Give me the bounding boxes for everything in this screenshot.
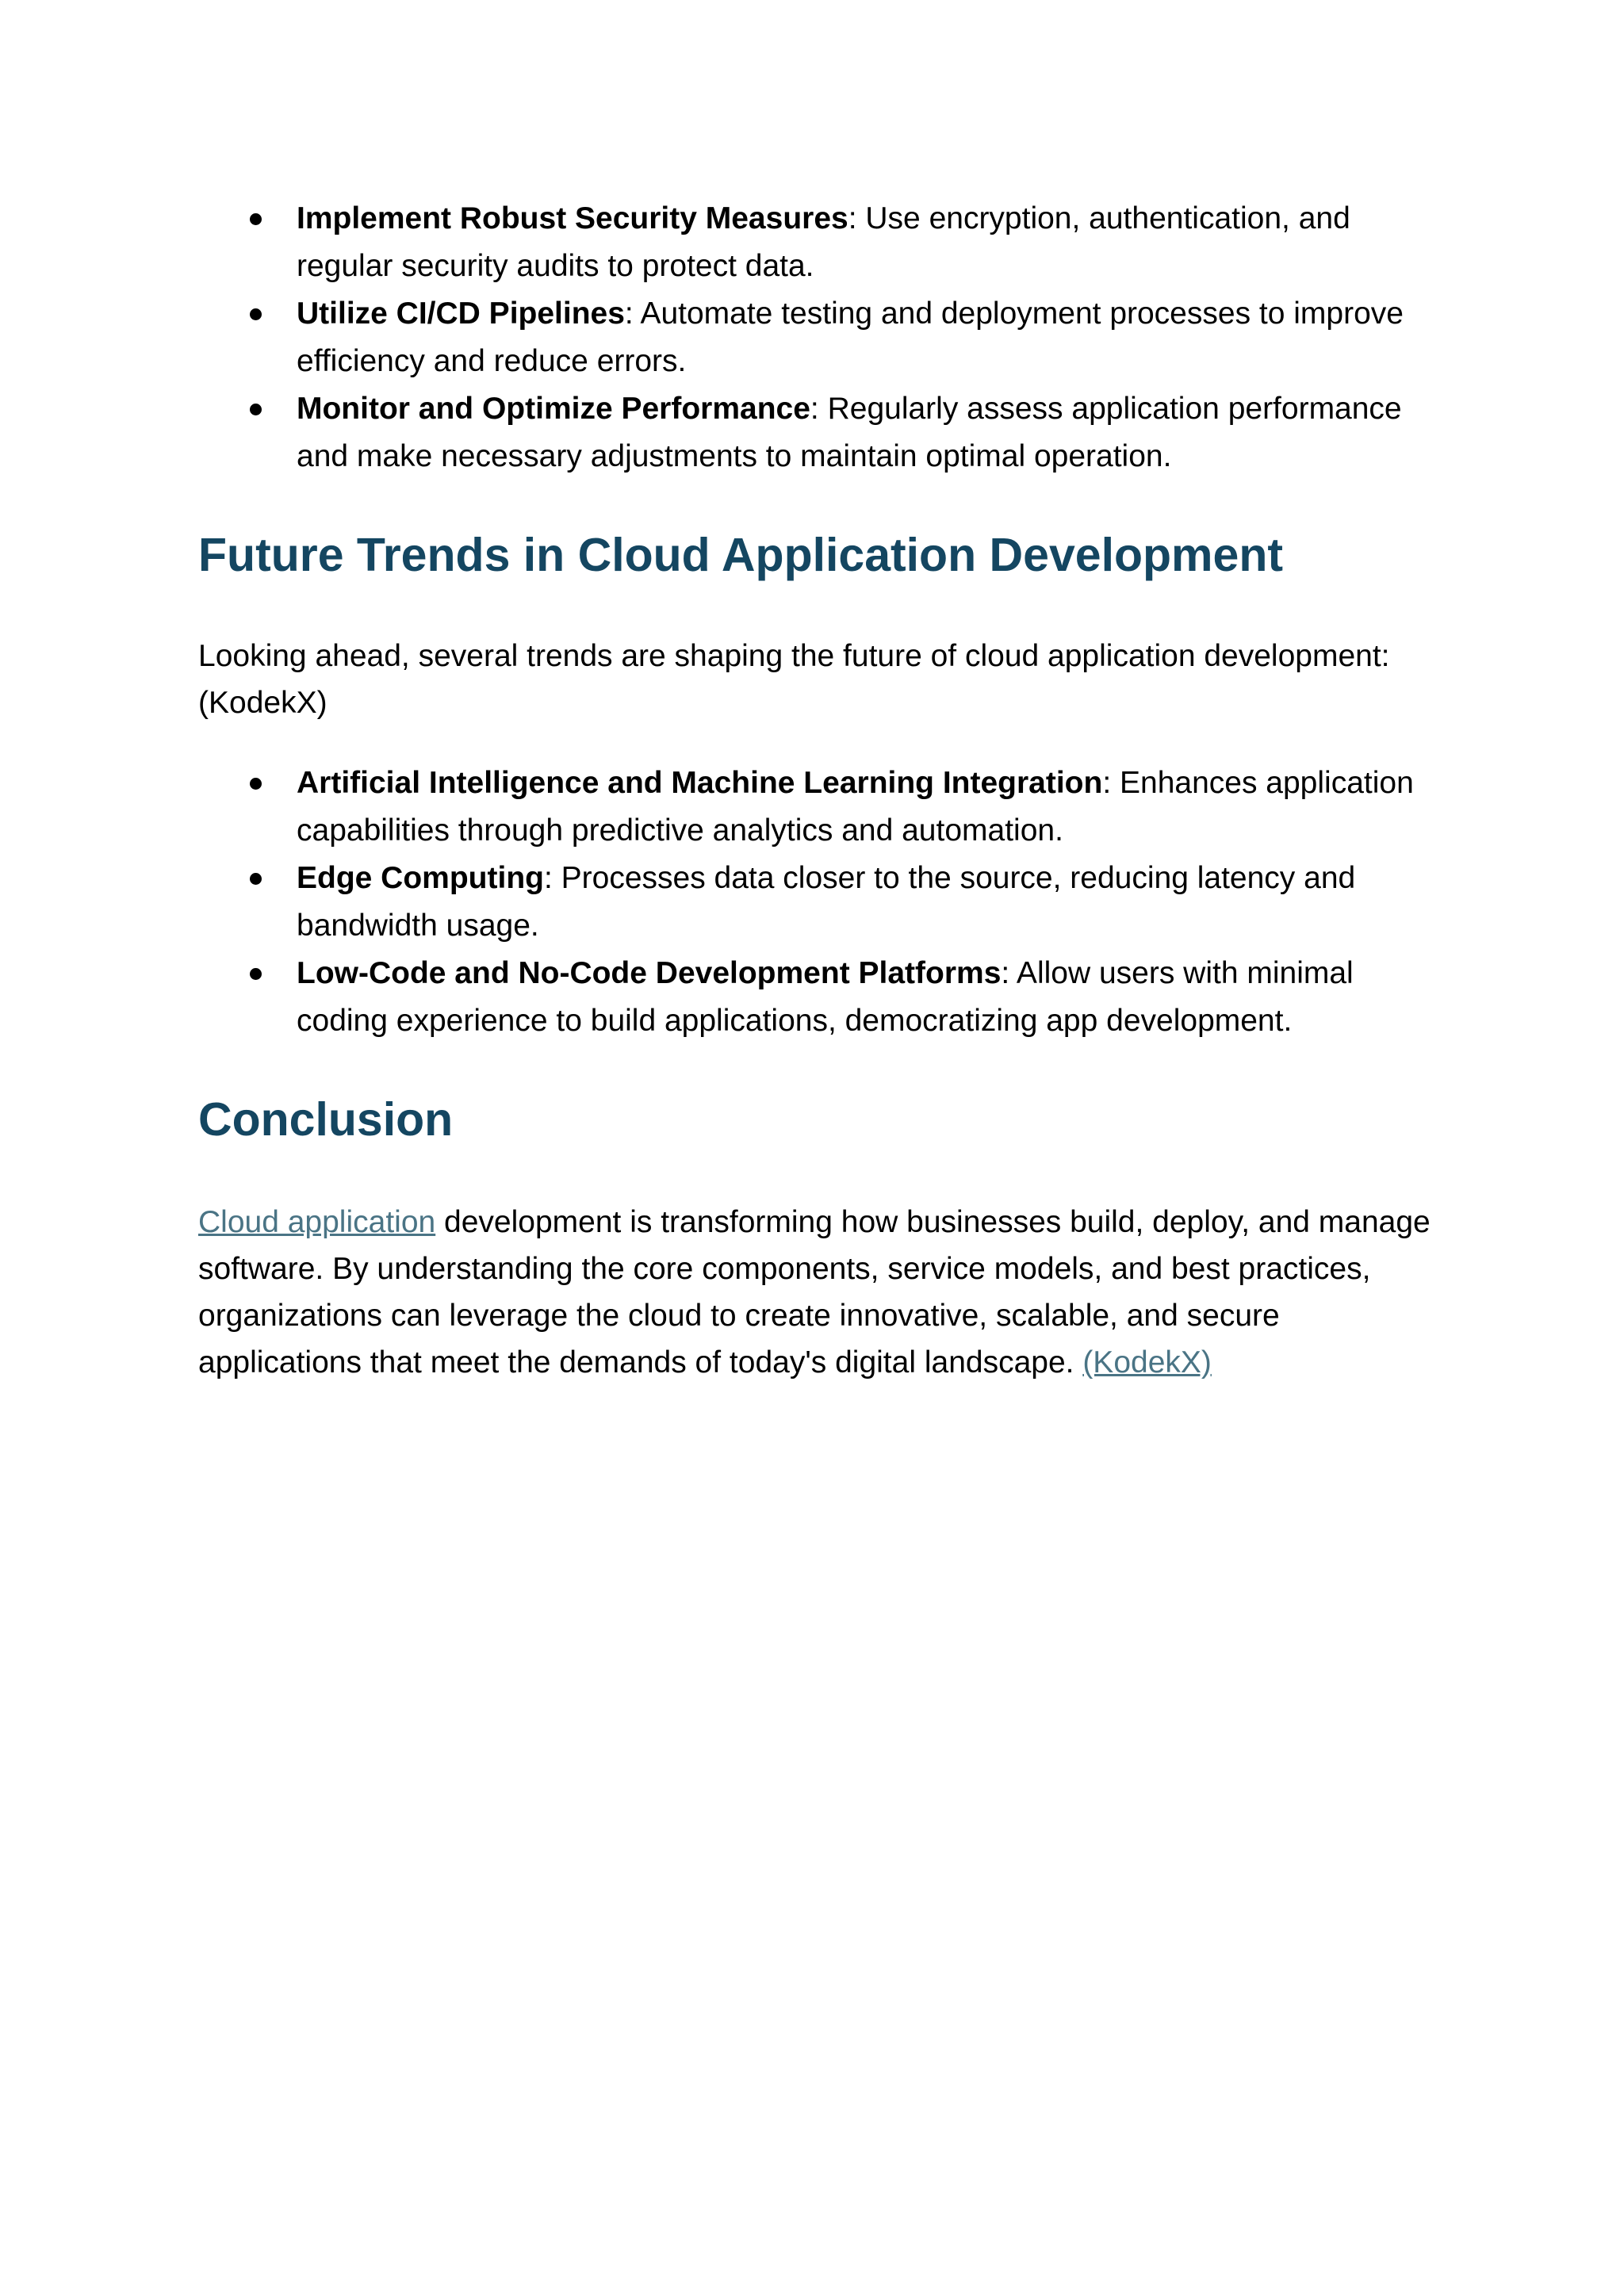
bullet-icon xyxy=(250,213,262,225)
list-item-title: Implement Robust Security Measures xyxy=(297,201,848,235)
section-heading-conclusion: Conclusion xyxy=(198,1093,454,1146)
bullet-icon xyxy=(250,968,262,980)
list-item xyxy=(198,385,1435,480)
list-item xyxy=(198,760,1435,855)
list-item-text: : Regularly assess application performance and make necessary adjustments to maintain optimal operation. xyxy=(297,392,1402,473)
list-item-title: Monitor and Optimize Performance xyxy=(297,392,810,426)
future-trends-intro: Looking ahead, several trends are shaping the future of cloud application development: (KodekX) xyxy=(198,639,1390,720)
list-item xyxy=(198,195,1435,290)
list-item-title: Utilize CI/CD Pipelines xyxy=(297,297,625,331)
list-item-title: Artificial Intelligence and Machine Learning Integration xyxy=(297,766,1103,800)
future-trends-list xyxy=(198,760,1435,1045)
cloud-application-link[interactable]: Cloud application xyxy=(198,1205,436,1239)
conclusion-body-text: development is transforming how businesses build, deploy, and manage software. By understanding the core components, service models, and best practices, organizations can leverage the cloud to create innovative, scalable, and secure applications that meet the demands of today's digital landscape. xyxy=(198,1205,1431,1380)
list-item xyxy=(198,290,1435,385)
conclusion-paragraph xyxy=(198,1199,1435,1386)
list-item-text: : Automate testing and deployment processes to improve efficiency and reduce errors. xyxy=(297,297,1404,378)
list-item-title: Edge Computing xyxy=(297,861,544,895)
list-item-title: Low-Code and No-Code Development Platforms xyxy=(297,956,1002,990)
list-item xyxy=(198,855,1435,950)
list-item-text: : Processes data closer to the source, reducing latency and bandwidth usage. xyxy=(297,861,1356,943)
list-item-text: : Enhances application capabilities through predictive analytics and automation. xyxy=(297,766,1414,848)
kodekx-citation-link[interactable]: (KodekX) xyxy=(1082,1345,1212,1380)
best-practices-list xyxy=(198,195,1435,480)
list-item-text: : Allow users with minimal coding experience to build applications, democratizing app development. xyxy=(297,956,1354,1038)
bullet-icon xyxy=(250,404,262,415)
list-item-text: : Use encryption, authentication, and regular security audits to protect data. xyxy=(297,201,1350,283)
section-heading-future-trends: Future Trends in Cloud Application Development xyxy=(198,529,1284,581)
bullet-icon xyxy=(250,873,262,885)
bullet-icon xyxy=(250,308,262,320)
list-item xyxy=(198,950,1435,1045)
bullet-icon xyxy=(250,778,262,790)
